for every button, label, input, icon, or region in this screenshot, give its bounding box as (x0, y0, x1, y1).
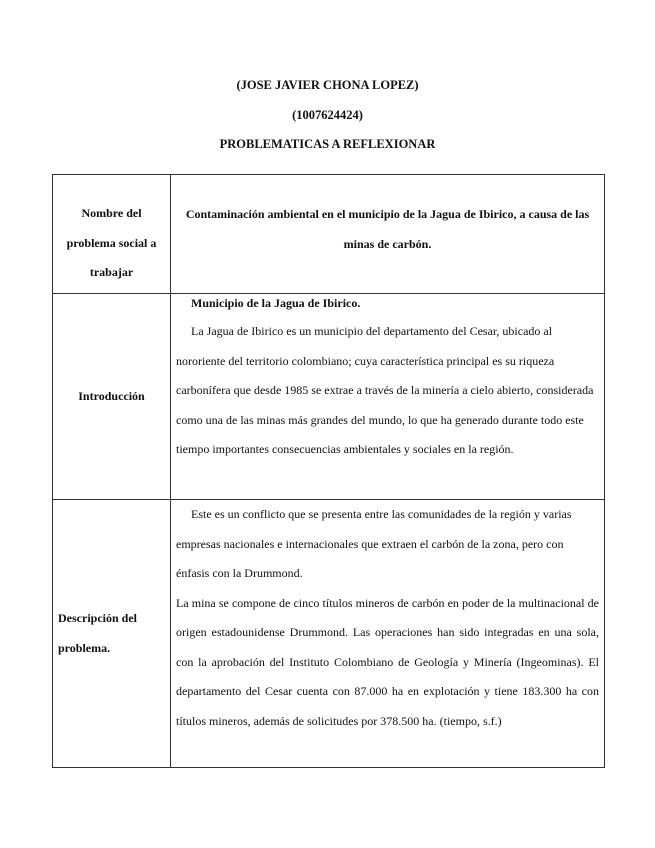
introduction-subtitle: Municipio de la Jagua de Ibirico. (191, 296, 361, 310)
table-row (53, 175, 605, 294)
table-cell-value (171, 500, 605, 768)
table-cell-label (53, 294, 171, 500)
introduction-text: La Jagua de Ibirico es un municipio del departamento del Cesar, ubicado al nororiente del territorio colombiano; cuya característica principal es su riqueza carbonífera que desde 1985 se extrae a través de la minería a cielo abierto, considerada como una de las minas más grandes del mundo, lo que ha generado durante todo este tiempo importantes consecuencias ambientales y sociales en la región. (176, 324, 594, 456)
table-cell-value (171, 294, 605, 500)
table-row (53, 294, 605, 500)
row-label-introduction: Introducción (78, 388, 145, 403)
description-paragraph-1: Este es un conflicto que se presenta entre las comunidades de la región y varias empresas nacionales e internacionales que extraen el carbón de la zona, pero con énfasis con la Drummond. (176, 507, 572, 580)
table-cell-label (53, 500, 171, 768)
problem-name-value: Contaminación ambiental en el municipio de la Jagua de Ibirico, a causa de las minas de carbón. (185, 207, 590, 251)
row-label-problem-name: Nombre del problema social a trabajar (66, 206, 157, 279)
table-cell-value (171, 175, 605, 294)
document-title: PROBLEMATICAS A REFLEXIONAR (219, 137, 436, 151)
table-cell-label (53, 175, 171, 294)
table-row (53, 500, 605, 768)
row-label-problem-description: Descripción del problema. (58, 611, 137, 655)
author-name: (JOSE JAVIER CHONA LOPEZ) (236, 78, 419, 92)
problem-table (52, 174, 605, 768)
description-paragraph-2: La mina se compone de cinco títulos mineros de carbón en poder de la multinacional de origen estadounidense Drummond. Las operaciones han sido integradas en una sola, con la aprobación del Instituto Colombiano de Geología y Minería (Ingeominas). El departamento del Cesar cuenta con 87.000 ha en explotación y tiene 183.300 ha con títulos mineros, además de solicitudes por 378.500 ha. (tiempo, s.f.) (176, 595, 599, 728)
id-number: (1007624424) (292, 108, 363, 122)
